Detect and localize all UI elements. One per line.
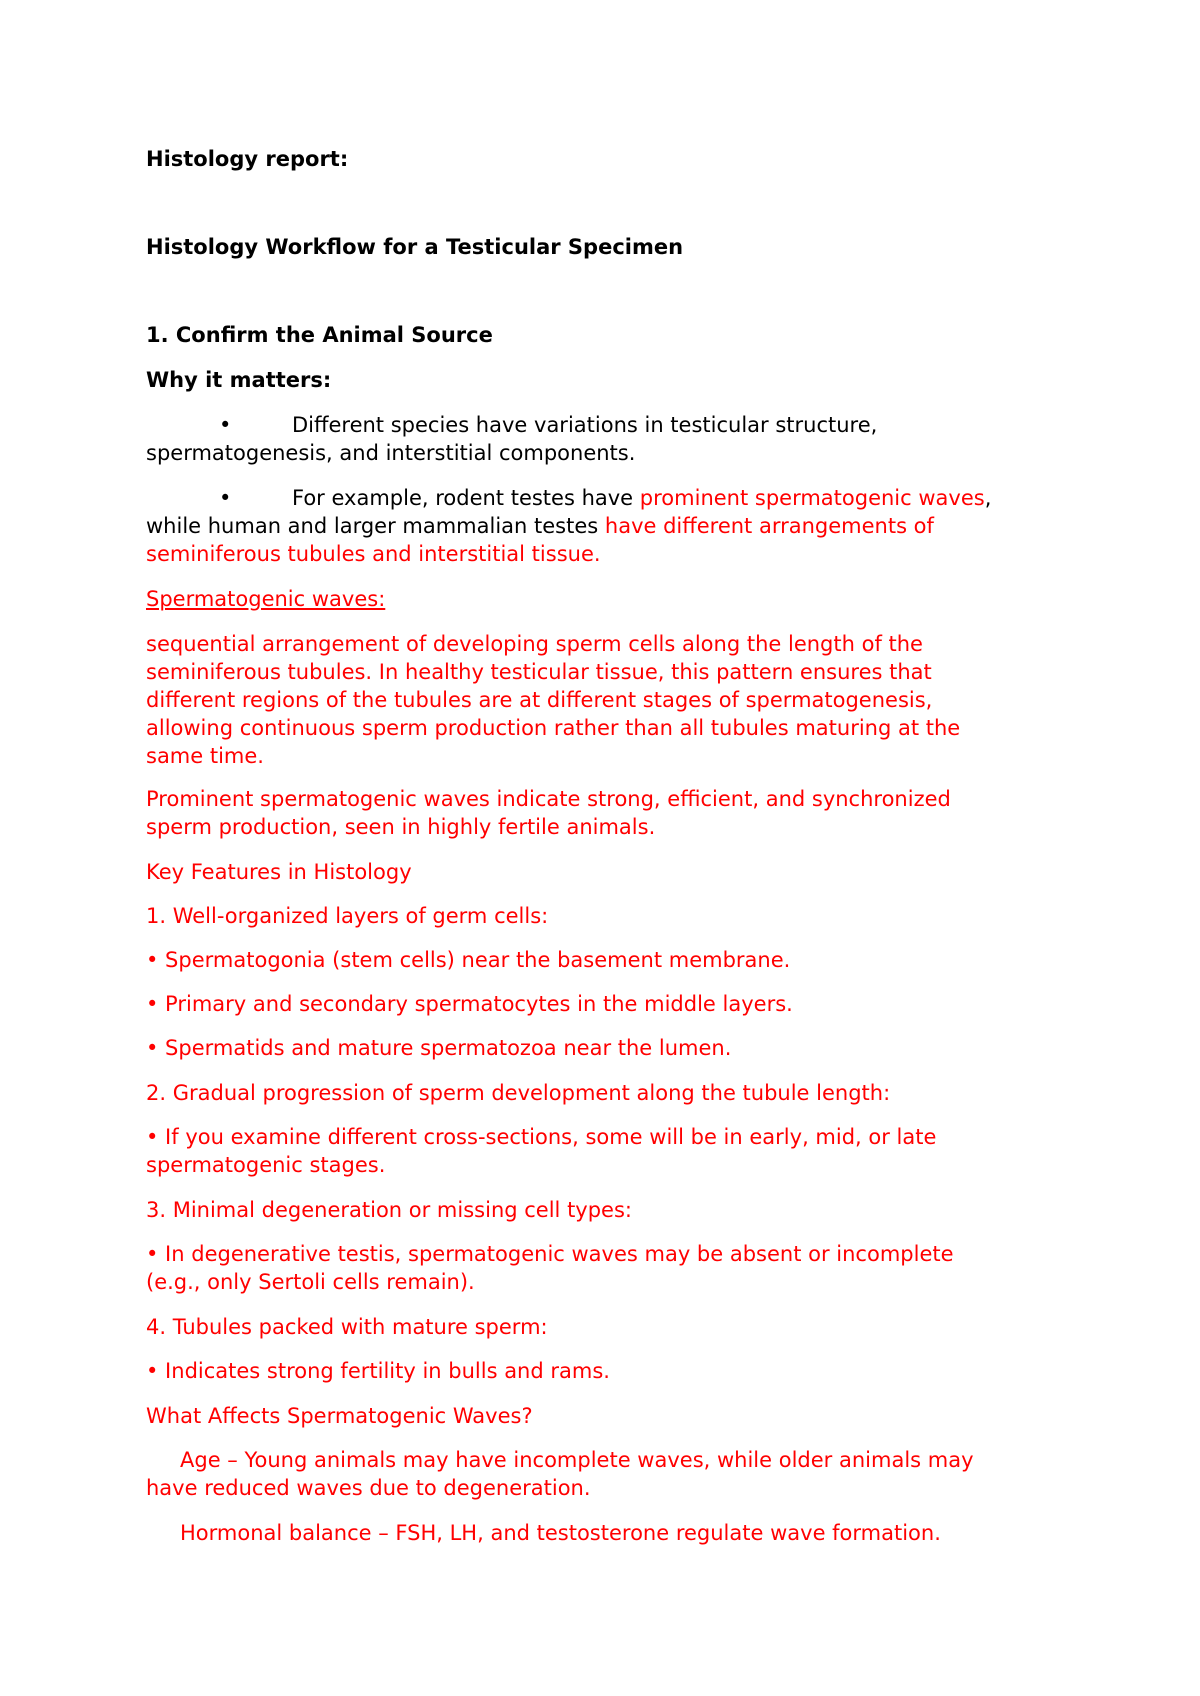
report-heading: Histology report: [146,147,349,171]
age-line: have reduced waves due to degeneration. [146,1476,591,1500]
prominent-line: Prominent spermatogenic waves indicate strong, efficient, and synchronized [146,787,951,811]
section1-heading: 1. Confirm the Animal Source [146,323,493,347]
waves-def-line: same time. [146,744,264,768]
affects-heading: What Affects Spermatogenic Waves? [146,1404,533,1428]
waves-heading: Spermatogenic waves: [146,587,386,611]
bullet-item-1 [146,411,1046,467]
key-feature-1-item: • Primary and secondary spermatocytes in the middle layers. [146,992,793,1016]
waves-def-line: sequential arrangement of developing sperm cells along the length of the [146,632,923,656]
key-feature-1-item: • Spermatids and mature spermatozoa near the lumen. [146,1036,732,1060]
hormonal-paragraph: Hormonal balance – FSH, LH, and testosterone regulate wave formation. [180,1521,941,1545]
key-feature-3: 3. Minimal degeneration or missing cell types: [146,1198,632,1222]
kf3-line: • In degenerative testis, spermatogenic waves may be absent or incomplete [146,1242,954,1266]
kf2-line: spermatogenic stages. [146,1153,386,1177]
bullet2-line2 [146,512,1046,540]
age-paragraph [146,1446,974,1502]
bullet-item-2 [146,484,1046,568]
bullet2-comma: , [984,486,992,510]
bullet2-line1 [146,484,1046,512]
why-heading: Why it matters: [146,368,332,392]
prominent-paragraph [146,785,951,841]
key-feature-1: 1. Well-organized layers of germ cells: [146,904,549,928]
key-feature-2-item [146,1123,936,1179]
key-feature-4-item: • Indicates strong fertility in bulls and rams. [146,1359,610,1383]
prominent-line: sperm production, seen in highly fertile animals. [146,815,656,839]
bullet2-line3: seminiferous tubules and interstitial tissue. [146,542,601,566]
waves-def-line: different regions of the tubules are at different stages of spermatogenesis, [146,688,933,712]
key-feature-4: 4. Tubules packed with mature sperm: [146,1315,548,1339]
workflow-title: Histology Workflow for a Testicular Specimen [146,235,684,259]
bullet-symbol: • [219,486,232,510]
age-line: Age – Young animals may have incomplete waves, while older animals may [180,1448,974,1472]
key-feature-2: 2. Gradual progression of sperm development along the tubule length: [146,1081,891,1105]
waves-def-line: seminiferous tubules. In healthy testicular tissue, this pattern ensures that [146,660,932,684]
bullet2-text-a: For example, rodent testes have [292,486,640,510]
key-feature-1-item: • Spermatogonia (stem cells) near the basement membrane. [146,948,791,972]
waves-def-line: allowing continuous sperm production rather than all tubules maturing at the [146,716,961,740]
key-feature-3-item [146,1240,954,1296]
bullet2-text-b: while human and larger mammalian testes [146,514,605,538]
kf2-line: • If you examine different cross-sections, some will be in early, mid, or late [146,1125,937,1149]
bullet2-highlight-b: have different arrangements of [604,514,934,538]
waves-definition [146,630,960,770]
key-features-heading: Key Features in Histology [146,860,412,884]
kf3-line: (e.g., only Sertoli cells remain). [146,1270,475,1294]
bullet1-line1: Different species have variations in testicular structure, [292,413,878,437]
bullet-symbol: • [219,413,232,437]
bullet2-highlight-a: prominent spermatogenic waves [639,486,985,510]
bullet1-line2: spermatogenesis, and interstitial components. [146,441,636,465]
